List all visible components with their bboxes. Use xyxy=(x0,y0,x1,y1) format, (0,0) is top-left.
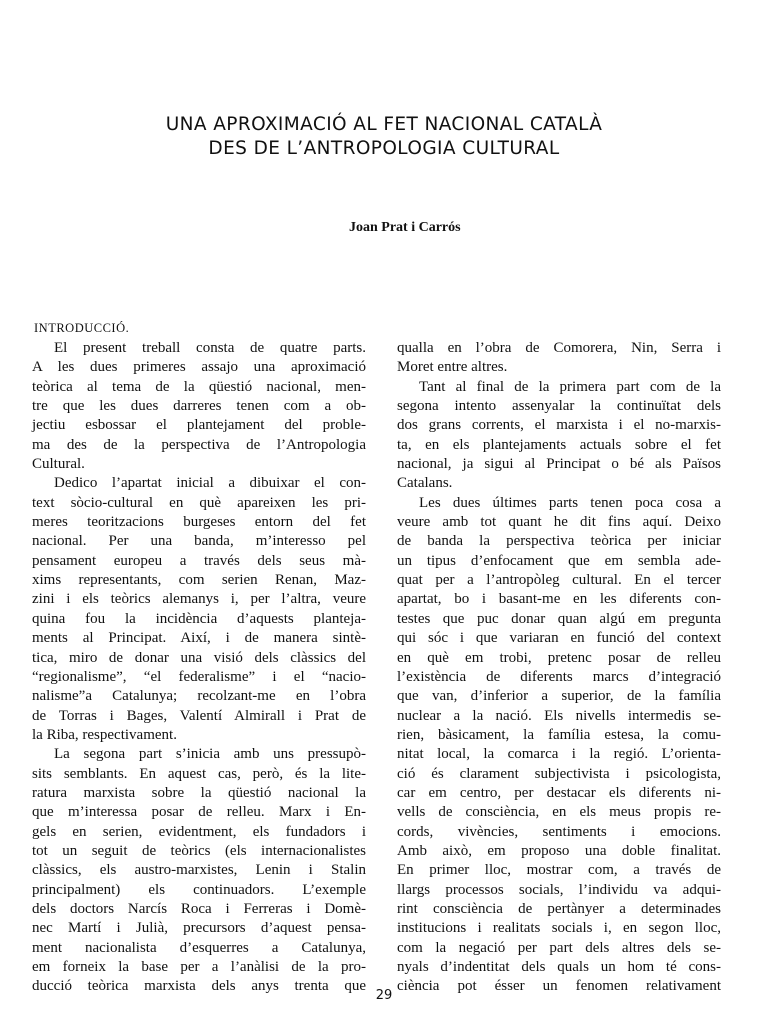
text-line: l’existència de diferents marcs d’integració xyxy=(397,668,721,685)
text-line: que van, d’inferior a superior, de la família xyxy=(397,688,721,705)
text-line: rien, bàsicament, la família estesa, la comu- xyxy=(397,726,721,743)
text-line: En primer lloc, mostrar com, a través de xyxy=(397,862,721,879)
text-line: nacional, ja sigui al Principat o bé als Països xyxy=(397,456,721,473)
text-line: Catalans. xyxy=(397,475,453,492)
text-line: A les dues primeres assajo una aproximació xyxy=(32,359,366,376)
text-line: la Riba, respectivament. xyxy=(32,726,177,743)
text-line: Amb això, em proposo una doble finalitat. xyxy=(397,842,721,859)
text-line: car em centro, per destacar els diferents ni- xyxy=(397,784,721,801)
text-line: tot un seguit de teòrics (els internacionalistes xyxy=(32,842,366,859)
text-line: en què em trobi, pretenc posar de relleu xyxy=(397,649,721,666)
left-text-column xyxy=(32,339,366,997)
text-line: ciència pot ésser un fenomen relativament xyxy=(397,978,721,995)
text-line: dels doctors Narcís Roca i Ferreras i Domè- xyxy=(32,900,366,917)
text-line: un tipus d’enfocament que em sembla ade- xyxy=(397,552,721,569)
text-line: Les dues últimes parts tenen poca cosa a xyxy=(419,494,721,511)
text-line: ta, en els plantejaments actuals sobre el fet xyxy=(397,436,721,453)
text-line: quat per a l’antropòleg cultural. En el tercer xyxy=(397,572,721,589)
text-line: meres teoritzacions burgeses entorn del fet xyxy=(32,514,366,531)
text-line: text sòcio-cultural en què apareixen les pri- xyxy=(32,494,366,511)
text-line: “regionalisme”, “el federalisme” i el “nacio- xyxy=(32,668,366,685)
text-line: ducció teòrica marxista dels anys trenta que xyxy=(32,978,366,995)
text-line: tica, miro de donar una visió dels clàssics del xyxy=(32,649,366,666)
text-line: segona intento assenyalar la continuïtat dels xyxy=(397,398,721,415)
text-line: Moret entre altres. xyxy=(397,359,508,376)
text-line: institucions i realitats socials i, en segon lloc, xyxy=(397,920,721,937)
text-line: nitat local, la comarca i la regió. L’orienta- xyxy=(397,746,721,763)
text-line: ció és clarament subjectivista i psicologista, xyxy=(397,765,721,782)
text-line: xims representants, com serien Renan, Maz- xyxy=(32,572,366,589)
text-line: nyals d’indentitat dels quals un hom té cons- xyxy=(397,959,721,975)
text-line: cords, vivències, sentiments i emocions. xyxy=(397,823,721,840)
text-line: ratura marxista sobre la qüestió nacional la xyxy=(32,784,366,801)
text-line: ment nacionalista d’esquerres a Catalunya, xyxy=(32,939,366,956)
text-line: apartat, bo i basant-me en les diferents con- xyxy=(397,591,721,608)
text-line: nuclear a la nació. Els nivells intermedis se- xyxy=(397,707,721,724)
text-line: testes que puc donar quan algú em pregunta xyxy=(397,610,721,627)
text-line: gels en serien, evidentment, els fundadors i xyxy=(32,823,366,840)
text-line: ments al Principat. Així, i de manera sintè- xyxy=(32,630,366,647)
text-line: Cultural. xyxy=(32,456,85,473)
text-line: teòrica al tema de la qüestió nacional, men- xyxy=(32,378,366,395)
text-line: ma des de la perspectiva de l’Antropologia xyxy=(32,436,366,453)
text-line: La segona part s’inicia amb uns pressupò- xyxy=(54,746,366,763)
text-line: Dedico l’apartat inicial a dibuixar el con- xyxy=(54,475,366,492)
text-line: llargs processos socials, l’individu va adqui- xyxy=(397,881,721,898)
text-line: El present treball consta de quatre parts. xyxy=(54,340,366,356)
author-name: Joan Prat i Carrós xyxy=(349,220,461,235)
right-text-column xyxy=(397,339,721,997)
text-line: em forneix la base per a l’anàlisi de la pro- xyxy=(32,959,366,975)
text-line: rint consciència de pertànyer a determinades xyxy=(397,900,721,917)
text-line: quina fou la incidència d’aquests planteja- xyxy=(32,610,366,627)
text-line: tre que les dues darreres tenen com a ob- xyxy=(32,398,366,415)
text-line: zini i els teòrics alemanys i, per l’altra, veure xyxy=(32,591,366,608)
text-line: com la negació per part dels altres dels se- xyxy=(397,939,721,956)
text-line: veure amb tot quant he dit fins aquí. Deixo xyxy=(397,514,721,531)
page-number: 29 xyxy=(375,988,393,1003)
text-line: de banda la perspectiva teòrica per iniciar xyxy=(397,533,721,550)
text-line: de Torras i Bages, Valentí Almirall i Prat de xyxy=(32,707,366,724)
text-line: principalment) els continuadors. L’exemple xyxy=(32,881,366,898)
text-line: qui sóc i que variaran en funció del context xyxy=(397,630,721,647)
text-line: nalisme”a Catalunya; recolzant-me en l’obra xyxy=(32,688,366,705)
text-line: dos grans corrents, el marxista i el no-marxis- xyxy=(397,417,721,434)
text-line: clàssics, els austro-marxistes, Lenin i Stalin xyxy=(32,862,366,879)
text-line: nec Martí i Julià, precursors d’aquest pensa- xyxy=(32,920,366,937)
section-heading: INTRODUCCIÓ. xyxy=(34,321,130,335)
title-line: DES DE L’ANTROPOLOGIA CULTURAL xyxy=(208,138,560,159)
text-line: pensament europeu a través dels seus mà- xyxy=(32,552,366,569)
title-line: UNA APROXIMACIÓ AL FET NACIONAL CATALÀ xyxy=(165,114,603,135)
text-line: vells de consciència, en els meus propis re- xyxy=(397,804,721,821)
text-line: nacional. Per una banda, m’interesso pel xyxy=(32,533,366,550)
text-line: sits semblants. En aquest cas, però, és la lite- xyxy=(32,765,366,782)
text-line: qualla en l’obra de Comorera, Nin, Serra i xyxy=(397,340,721,356)
text-line: que m’interessa posar de relleu. Marx i En- xyxy=(32,804,366,821)
text-line: Tant al final de la primera part com de la xyxy=(419,378,721,395)
text-line: jectiu esbossar el plantejament del proble- xyxy=(32,417,366,434)
article-title xyxy=(0,113,768,161)
